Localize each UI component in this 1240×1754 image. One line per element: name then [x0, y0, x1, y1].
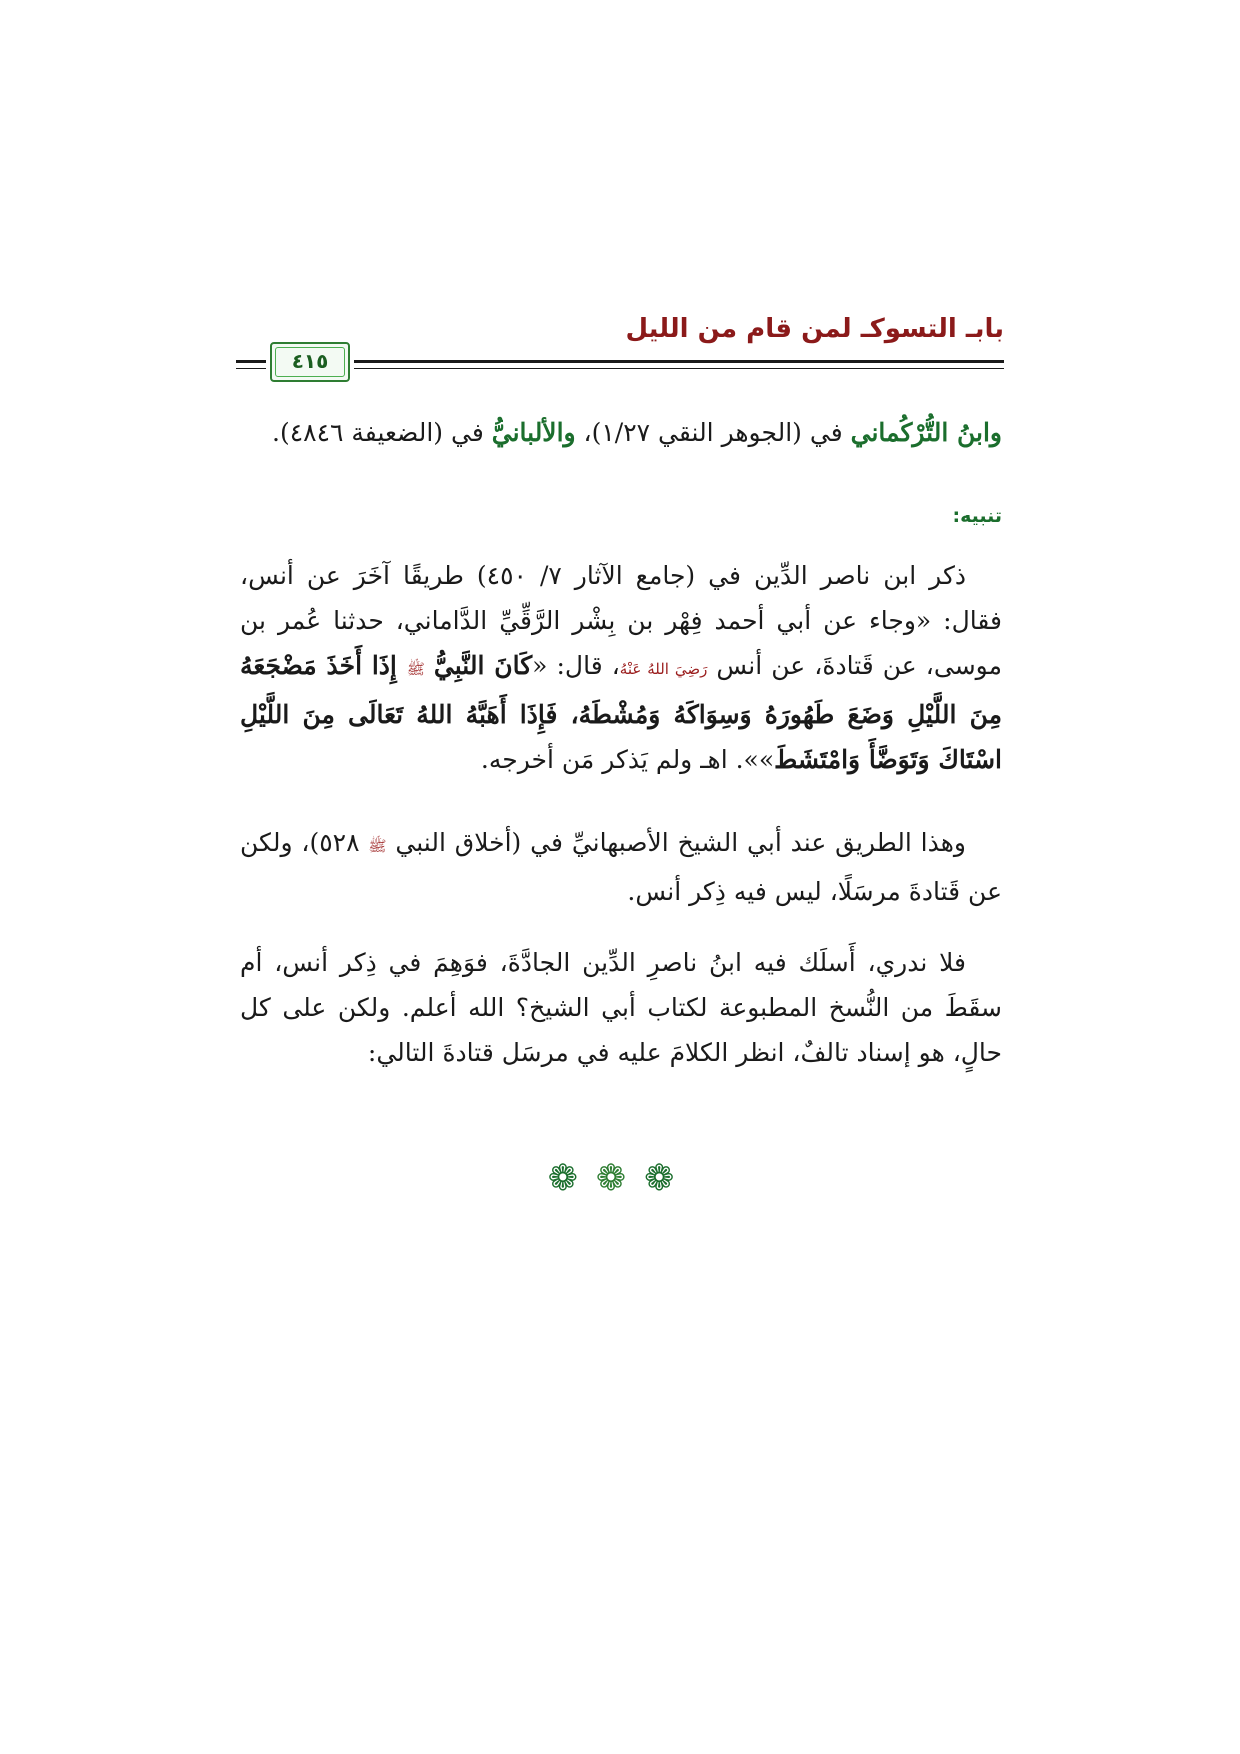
paragraph-abu-shaykh — [240, 820, 1002, 914]
header-rule-left-thick — [236, 360, 266, 363]
page-header — [236, 300, 1004, 390]
para2-text-a: ذكر ابن ناصر الدِّين في (جامع الآثار ٧/ ٤٥٠) طريقًا آخَرَ عن أنس، فقال: «وجاء عن أبي أحمد فِهْر بن بِشْر الرَّقِّيِّ الدَّاماني، حدثنا عُمر بن موسى، عن قَتادةَ، عن أنس — [240, 561, 1002, 680]
ornament-flower-icon: ❁ — [644, 1158, 693, 1199]
para4-text: فلا ندري، أَسلَك فيه ابنُ ناصرِ الدِّين الجادَّةَ، فوَهِمَ في ذِكر أنس، أم سقَطَ من النُّسخ المطبوعة لكتاب أبي الشيخ؟ الله أعلم. ولكن على كل حالٍ، هو إسناد تالفٌ، انظر الكلامَ عليه في مرسَل قتادةَ التالي: — [240, 948, 1003, 1067]
author-name-albani: والألبانيُّ — [491, 418, 576, 447]
author-name-turkmani: وابنُ التُّرْكُماني — [850, 418, 1002, 447]
honorific-salawat-2: ﷺ — [368, 837, 387, 855]
page-number: ٤١٥ — [291, 349, 329, 373]
intro-text-2: في (الضعيفة ٤٨٤٦). — [272, 418, 492, 447]
chapter-title: بابـ التسوكـ لمن قام من الليل — [625, 314, 1004, 344]
paragraph-ibn-nasir — [240, 553, 1002, 782]
page-number-badge — [270, 342, 350, 382]
paragraph-conclusion — [240, 940, 1002, 1075]
hadith-text: إِذَا أَخَذَ مَضْجَعَهُ مِنَ اللَّيْلِ وَضَعَ طَهُورَهُ وَسِوَاكَهُ وَمُشْطَهُ، فَإِذَا أَهَبَّهُ اللهُ تَعَالَى مِنَ اللَّيْلِ اسْتَاكَ وَتَوَضَّأَ وَامْتَشَطَ — [240, 651, 1002, 774]
para2-text-b: ، قال: « — [532, 651, 620, 680]
note-label: تنبيه: — [952, 505, 1002, 527]
honorific-salawat: ﷺ — [406, 660, 425, 678]
intro-paragraph — [240, 410, 1002, 455]
header-rule-thick — [354, 360, 1004, 363]
intro-text-1: في (الجوهر النقي ١/٢٧)، — [575, 418, 851, 447]
ornament-flower-icon: ❁ — [547, 1158, 596, 1199]
honorific-radiallahu: رَضِيَ اللهُ عَنْهُ — [619, 660, 708, 678]
section-divider-ornaments — [0, 1158, 1240, 1199]
ornament-flower-icon: ❁ — [595, 1158, 645, 1199]
para2-text-e: »». اهـ ولم يَذكر مَن أخرجه. — [480, 745, 775, 774]
para3-text-b: ٥٢٨)، ولكن عن قَتادةَ مرسَلًا، ليس فيه ذِكر أنس. — [240, 828, 1002, 906]
para3-text-a: وهذا الطريق عند أبي الشيخ الأصبهانيِّ في (أخلاق النبي — [386, 828, 967, 857]
hadith-text-start: كَانَ النَّبِيُّ — [433, 651, 533, 680]
header-rule-left-thin — [236, 368, 266, 369]
header-rule-thin — [354, 368, 1004, 369]
